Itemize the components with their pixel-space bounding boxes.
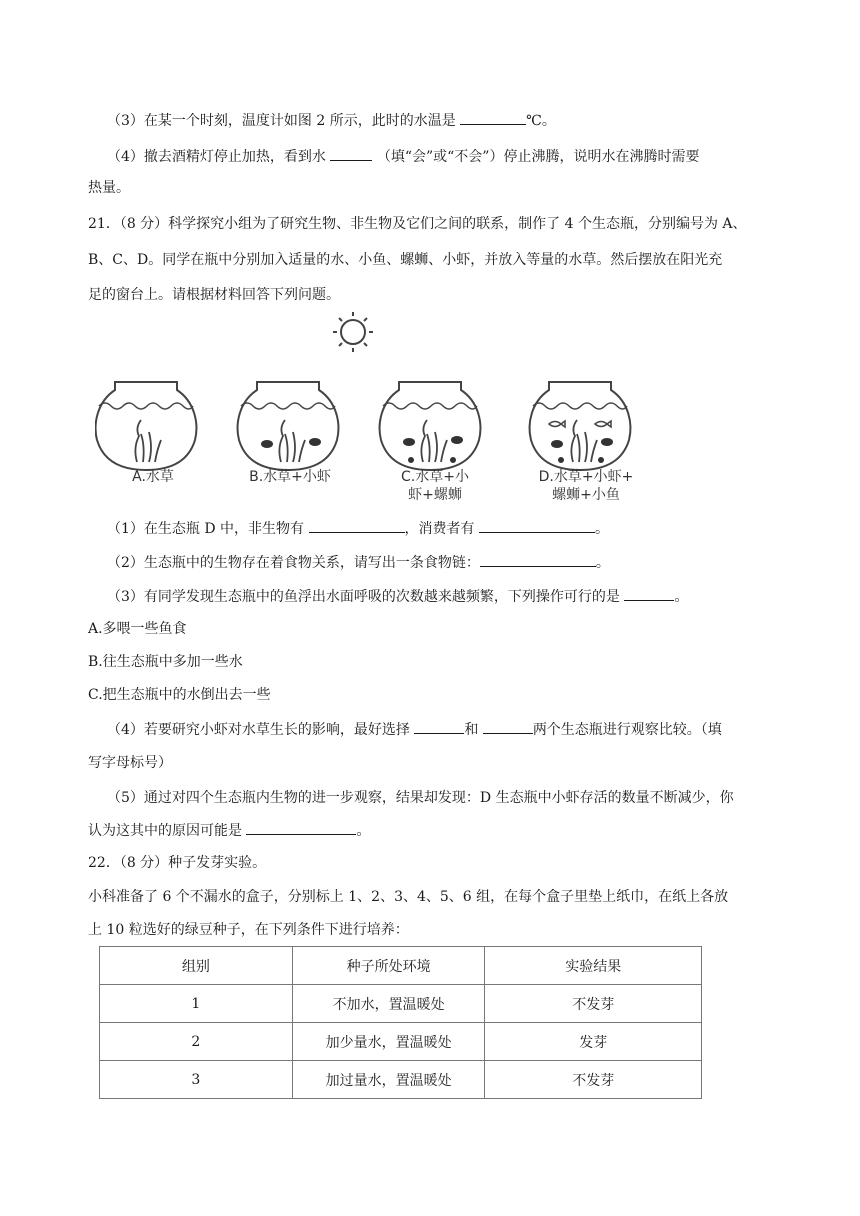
fish-icon xyxy=(549,421,611,427)
q21-part2: （2）生态瓶中的生物存在着食物关系，请写出一条食物链： 。 xyxy=(107,552,610,573)
table-cell: 1 xyxy=(100,985,293,1023)
answer-blank[interactable] xyxy=(309,518,405,533)
sun-icon xyxy=(333,312,373,352)
table-cell: 不发芽 xyxy=(485,985,702,1023)
table-header: 实验结果 xyxy=(485,947,702,985)
q21-part4-cont: 写字母标号） xyxy=(88,755,172,771)
jar-a-caption: A.水草 xyxy=(132,469,174,485)
answer-blank[interactable] xyxy=(480,552,596,567)
q21-part5: （5）通过对四个生态瓶内生物的进一步观察，结果却发现：D 生态瓶中小虾存活的数量不断减少，你 xyxy=(107,790,734,806)
waterweed-icon xyxy=(135,420,161,462)
jar-c-caption: C.水草+小 虾+螺蛳 xyxy=(401,469,469,503)
option-b[interactable]: B.往生态瓶中多加一些水 xyxy=(88,654,243,670)
snail-icon xyxy=(558,457,604,463)
jar-b-caption: B.水草+小虾 xyxy=(249,469,331,485)
table-cell: 不加水，置温暖处 xyxy=(292,985,485,1023)
table-row xyxy=(100,1061,702,1099)
q22-stem-2: 上 10 粒选好的绿豆种子，在下列条件下进行培养： xyxy=(88,922,409,938)
shrimp-icon xyxy=(403,436,463,446)
option-c[interactable]: C.把生态瓶中的水倒出去一些 xyxy=(88,687,271,703)
table-header-row xyxy=(100,947,702,985)
jar-d-icon xyxy=(530,382,631,470)
snail-icon xyxy=(408,457,456,463)
q22-title: 22．（8 分）种子发芽实验。 xyxy=(88,855,267,871)
table-cell: 加过量水，置温暖处 xyxy=(292,1061,485,1099)
answer-blank[interactable] xyxy=(246,820,356,835)
q20-part4-cont: 热量。 xyxy=(88,180,130,196)
table-cell: 3 xyxy=(100,1061,293,1099)
answer-blank[interactable] xyxy=(483,719,533,734)
q21-stem-2: B、C、D。同学在瓶中分别加入适量的水、小鱼、螺蛳、小虾，并放入等量的水草。然后摆放在阳光充 xyxy=(88,252,723,268)
jar-a-icon xyxy=(96,382,197,470)
answer-blank[interactable] xyxy=(624,586,674,601)
q20-part3: （3）在某一个时刻，温度计如图 2 所示，此时的水温是 ℃。 xyxy=(107,110,556,131)
answer-blank[interactable] xyxy=(330,146,372,161)
waterweed-icon xyxy=(571,420,597,462)
answer-blank[interactable] xyxy=(414,719,464,734)
experiment-table xyxy=(99,946,702,1099)
table-cell: 2 xyxy=(100,1023,293,1061)
q21-part4: （4）若要研究小虾对水草生长的影响，最好选择 和 两个生态瓶进行观察比较。（填 xyxy=(107,719,722,740)
table-row xyxy=(100,985,702,1023)
q20-part4: （4）撤去酒精灯停止加热，看到水 （填“会”或“不会”）停止沸腾，说明水在沸腾时需要 xyxy=(107,146,699,167)
waterweed-icon xyxy=(421,420,447,462)
jar-c-icon xyxy=(380,382,481,470)
answer-blank[interactable] xyxy=(479,518,595,533)
q21-part1: （1）在生态瓶 D 中，非生物有 ，消费者有 。 xyxy=(107,518,609,539)
table-cell: 加少量水，置温暖处 xyxy=(292,1023,485,1061)
q21-part5-cont: 认为这其中的原因可能是 。 xyxy=(88,820,370,841)
option-a[interactable]: A.多喂一些鱼食 xyxy=(88,621,187,637)
waterweed-icon xyxy=(279,420,305,462)
q21-stem-1: 21．（8 分）科学探究小组为了研究生物、非生物及它们之间的联系，制作了 4 个生态瓶，分别编号为 A、 xyxy=(88,216,747,232)
shrimp-icon xyxy=(551,438,613,448)
jar-b-icon xyxy=(238,382,339,470)
table-header: 种子所处环境 xyxy=(292,947,485,985)
table-row xyxy=(100,1023,702,1061)
table-cell: 发芽 xyxy=(485,1023,702,1061)
q21-stem-3: 足的窗台上。请根据材料回答下列问题。 xyxy=(88,287,340,303)
q21-part3: （3）有同学发现生态瓶中的鱼浮出水面呼吸的次数越来越频繁，下列操作可行的是 。 xyxy=(107,586,688,607)
table-header: 组别 xyxy=(100,947,293,985)
jar-d-caption: D.水草+小虾+ 螺蛳+小鱼 xyxy=(538,469,634,503)
ecosystem-figure xyxy=(95,310,655,510)
table-cell: 不发芽 xyxy=(485,1061,702,1099)
q22-stem-1: 小科准备了 6 个不漏水的盒子，分别标上 1、2、3、4、5、6 组，在每个盒子里垫上纸巾，在纸上各放 xyxy=(88,889,729,905)
shrimp-icon xyxy=(261,438,321,448)
answer-blank[interactable] xyxy=(460,110,526,125)
